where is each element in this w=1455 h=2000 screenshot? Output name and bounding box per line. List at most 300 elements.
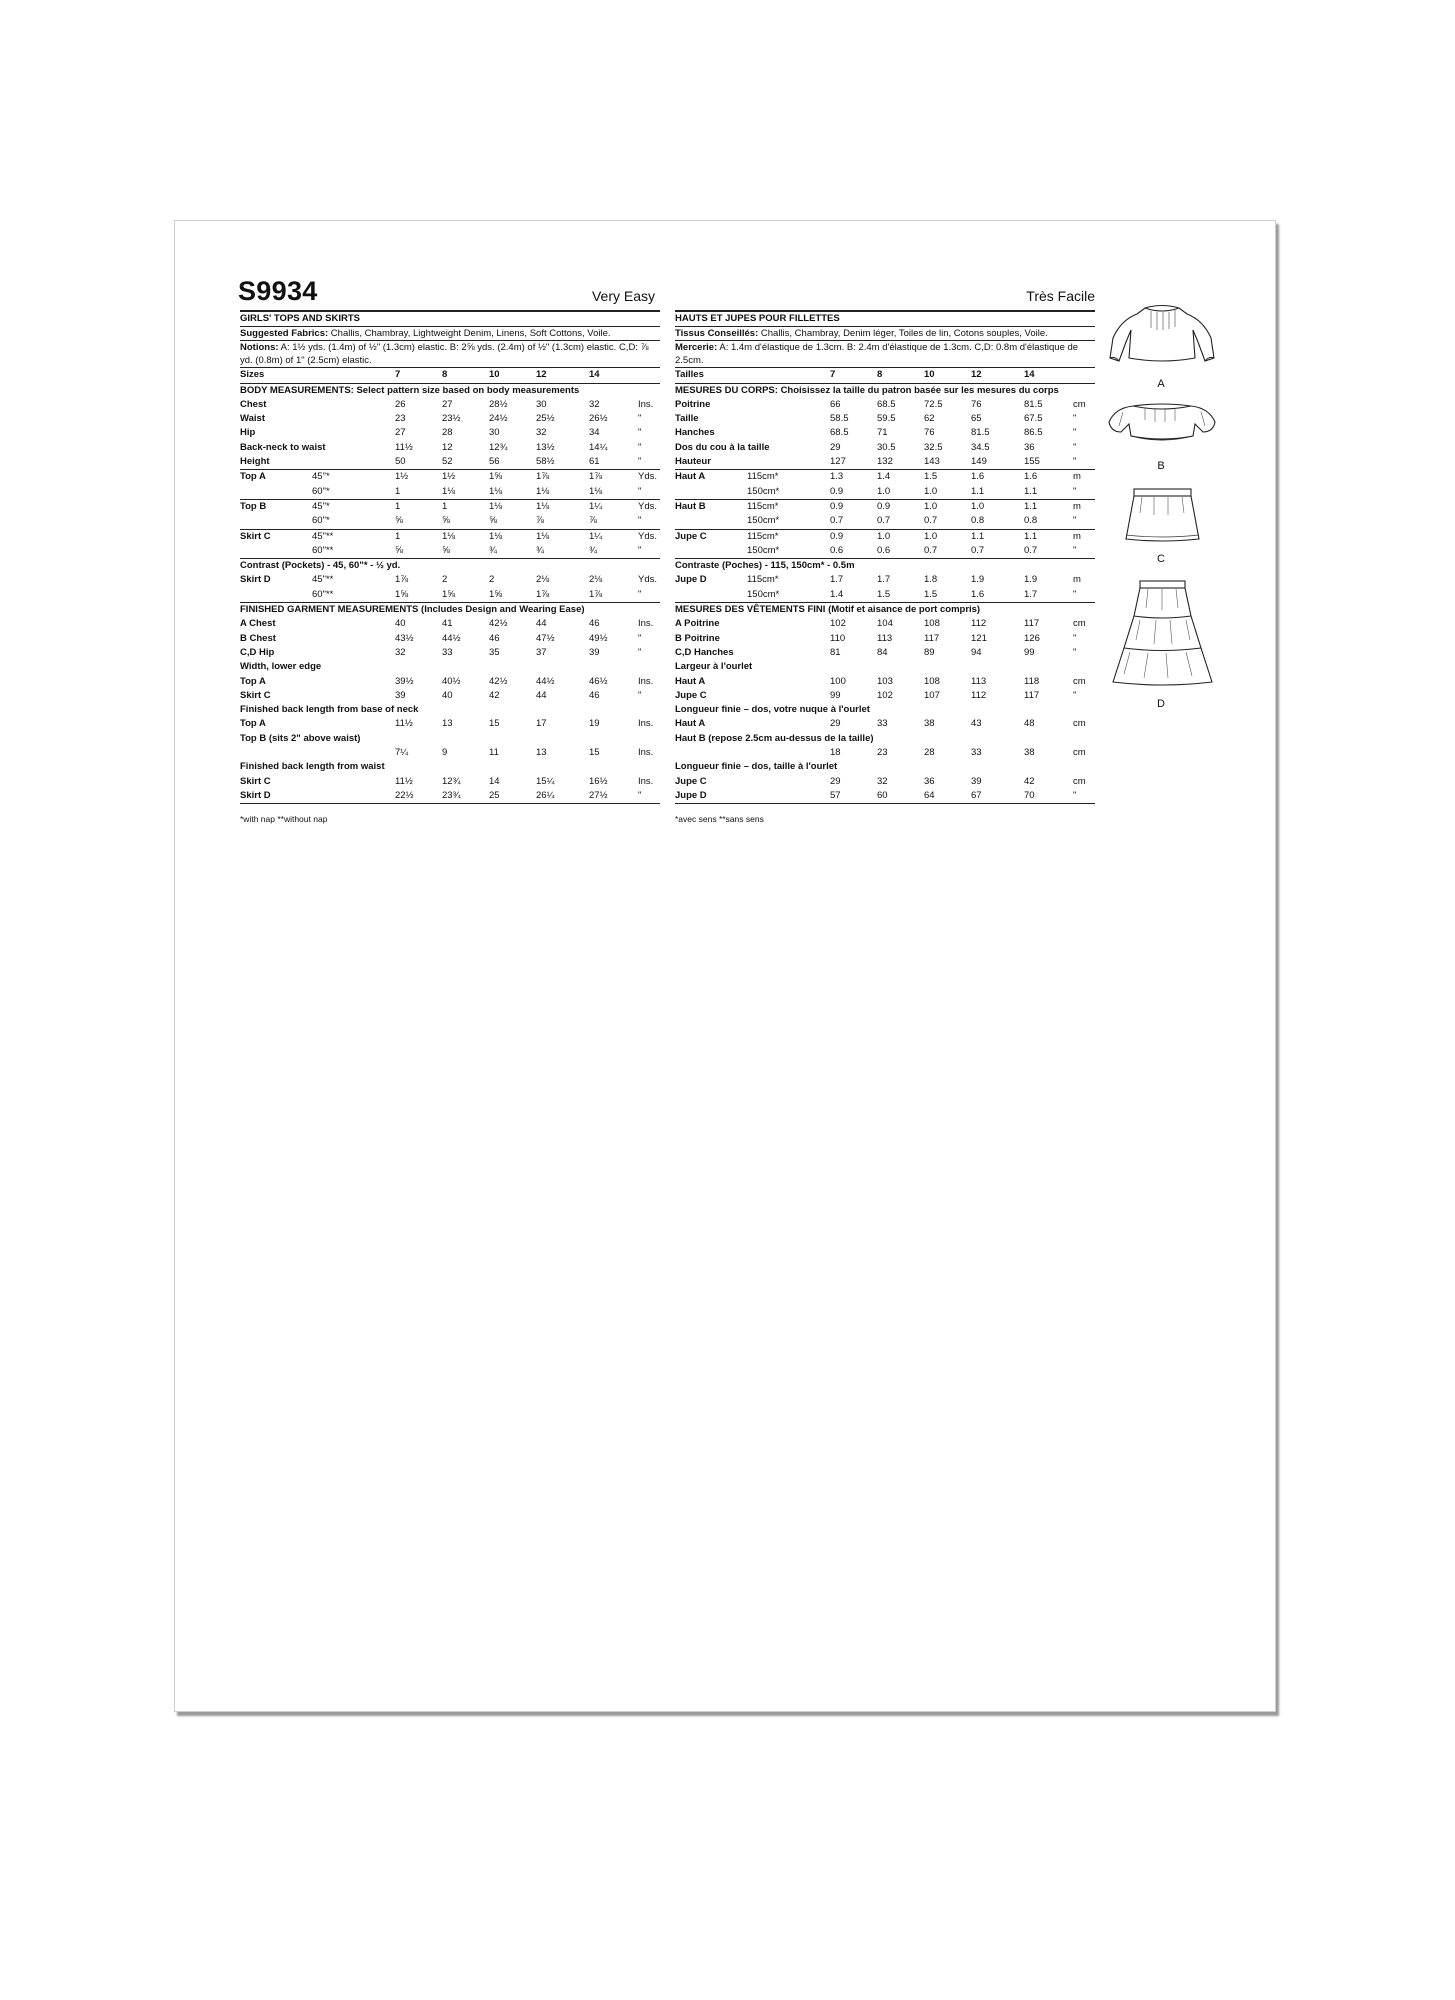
measurement-row [240,398,660,412]
unit-label: m [1073,500,1081,512]
size-value: 1⅛ [489,530,503,542]
unit-label: " [1073,413,1077,425]
row-label: A Poitrine [675,618,720,630]
size-value: 1⅞ [395,574,409,586]
size-value: 0.9 [830,485,844,497]
row-label: Jupe C [675,689,707,701]
size-value: 1.5 [924,588,938,600]
size-value: 1⅛ [442,485,456,497]
size-value: 2⅛ [536,574,550,586]
english-measurement-column [240,310,660,827]
unit-label: " [638,689,642,701]
size-value: 102 [830,618,846,630]
size-value: 58.5 [830,413,849,425]
size-value: 15¼ [536,775,555,787]
size-value: 1⅞ [536,471,550,483]
size-value: 18 [830,747,841,759]
size-value: 1.3 [830,471,844,483]
difficulty-level-fr: Très Facile [1026,288,1095,304]
size-value: 44 [536,618,547,630]
measurement-row [240,746,660,760]
size-value: 70 [1024,789,1035,801]
size-value: 1.0 [971,500,985,512]
size-value: 1⅛ [536,530,550,542]
view-label-a: A [1157,378,1165,390]
size-value: 25½ [536,413,555,425]
size-value: 23¾ [442,789,461,801]
size-value: 0.8 [1024,515,1038,527]
size-value: 107 [924,689,940,701]
size-value: 26 [395,398,406,410]
size-value: 46 [589,618,600,630]
size-value: 29 [830,441,841,453]
size-value: 13 [536,747,547,759]
unit-label: m [1073,574,1081,586]
size-value: 52 [442,456,453,468]
size-value: 38 [1024,747,1035,759]
measurement-row [675,646,1095,660]
measurement-row [675,617,1095,631]
size-number: 8 [442,369,448,381]
size-value: 1.0 [924,530,938,542]
row-label: Hanches [675,427,715,439]
contrast-pockets: Contrast (Pockets) - 45, 60"* - ½ yd. [240,560,401,572]
size-value: 0.8 [971,515,985,527]
size-value: 1.0 [877,485,891,497]
unit-label: " [1073,427,1077,439]
row-label: Dos du cou à la taille [675,441,770,453]
size-value: 1⅞ [589,588,603,600]
view-b-illustration [1105,400,1220,450]
size-value: 58½ [536,456,555,468]
size-value: 126 [1024,632,1040,644]
size-value: 1.1 [971,530,985,542]
measurement-row [240,789,660,803]
row-label: Hip [240,427,256,439]
size-value: 1.0 [877,530,891,542]
row-label: Haut B [675,500,706,512]
size-value: 108 [924,618,940,630]
unit-label: cm [1073,718,1086,730]
measurement-row [240,717,660,731]
measurement-row [675,514,1095,528]
size-value: 108 [924,675,940,687]
size-value: 0.7 [877,515,891,527]
row-label: Skirt C [240,530,271,542]
row-label: Waist [240,413,265,425]
unit-label: Ins. [638,675,654,687]
size-value: 27 [395,427,406,439]
size-value: 110 [830,632,846,644]
size-value: 12¾ [489,441,508,453]
size-value: 1½ [395,471,409,483]
size-value: 1.1 [971,485,985,497]
measurement-row [240,530,660,544]
size-value: 1¼ [589,530,603,542]
size-value: 1.5 [924,471,938,483]
rule [675,803,1095,804]
size-value: 11 [489,747,499,759]
size-value: 1.7 [1024,588,1038,600]
size-value: 23 [395,413,406,425]
size-value: 1.6 [971,588,985,600]
measurement-row [675,412,1095,426]
size-value: 29 [830,775,841,787]
measurement-row [240,544,660,558]
size-value: 14¼ [589,441,608,453]
measurement-row [675,426,1095,440]
size-value: 43½ [395,632,414,644]
measurement-row [675,689,1095,703]
size-value: 46½ [589,675,608,687]
size-value: 24½ [489,413,508,425]
size-value: 40½ [442,675,461,687]
size-value: 0.7 [1024,544,1038,556]
size-value: 26¼ [536,789,555,801]
size-value: 23½ [442,413,461,425]
size-value: ⅝ [442,544,450,556]
size-value: 72.5 [924,398,943,410]
unit-label: Ins. [638,747,654,759]
view-d-illustration [1110,578,1215,688]
size-value: 44½ [442,632,461,644]
size-value: 32 [536,427,547,439]
fabric-width: 115cm* [747,471,779,483]
measurement-row [240,617,660,631]
measurement-row [240,760,660,774]
size-value: 7¼ [395,747,409,759]
size-value: 19 [589,718,600,730]
pattern-code: S9934 [238,276,318,306]
measurement-row [240,412,660,426]
row-label: Finished back length from waist [240,761,385,773]
row-label: Haut B (repose 2.5cm au-dessus de la taille) [675,732,874,744]
size-value: 34.5 [971,441,990,453]
size-value: 37 [536,646,547,658]
size-value: 23 [877,747,888,759]
row-label: Haut A [675,718,706,730]
fabric-width: 60"* [312,515,330,527]
row-label: Largeur à l'ourlet [675,661,753,673]
size-value: 76 [924,427,935,439]
size-value: 29 [830,718,841,730]
size-value: 112 [971,689,987,701]
unit-label: " [638,646,642,658]
size-value: 0.7 [924,544,938,556]
view-label-d: D [1157,698,1165,710]
fabrics-text: Challis, Chambray, Lightweight Denim, Linens, Soft Cottons, Voile. [328,328,611,340]
unit-label: " [638,485,642,497]
fabric-width: 150cm* [747,515,780,527]
fabric-width: 60"** [312,544,334,556]
size-value: 94 [971,646,982,658]
size-value: 84 [877,646,888,658]
size-value: 65 [971,413,982,425]
size-value: 28 [924,747,935,759]
size-value: ⅝ [395,515,403,527]
fabric-width: 150cm* [747,544,780,556]
measurement-row [240,455,660,469]
size-value: 117 [1024,689,1040,701]
unit-label: " [1073,441,1077,453]
notions [240,341,660,367]
suggested-fabrics [675,327,1095,340]
size-value: 36 [924,775,935,787]
size-value: 155 [1024,456,1040,468]
row-label: Top B [240,500,267,512]
measurement-row [675,760,1095,774]
size-value: 86.5 [1024,427,1043,439]
unit-label: " [638,632,642,644]
size-value: 99 [830,689,841,701]
fabric-width: 150cm* [747,588,780,600]
measurement-row [675,703,1095,717]
row-label: Jupe C [675,775,707,787]
size-value: 132 [877,456,893,468]
body-measurements-heading: MESURES DU CORPS: Choisissez la taille du patron basée sur les mesures du corps [675,384,1059,396]
size-value: 143 [924,456,940,468]
contrast-pockets: Contraste (Poches) - 115, 150cm* - 0.5m [675,560,855,572]
size-value: 0.7 [971,544,985,556]
size-number: 10 [924,369,935,381]
measurement-row [240,573,660,587]
fabric-width: 45"** [312,574,334,586]
size-value: 44½ [536,675,555,687]
size-value: 33 [442,646,453,658]
size-value: 34 [589,427,600,439]
size-value: 67 [971,789,982,801]
unit-label: cm [1073,775,1086,787]
size-value: 1 [442,500,448,512]
size-value: 0.7 [924,515,938,527]
measurement-row [675,746,1095,760]
measurement-row [675,398,1095,412]
size-number: 10 [489,369,500,381]
size-value: 1⅝ [442,588,456,600]
size-value: 43 [971,718,982,730]
size-value: 1.7 [830,574,844,586]
unit-label: Yds. [638,530,658,542]
size-value: 62 [924,413,935,425]
view-c-illustration [1120,485,1205,545]
size-value: ⅝ [442,515,450,527]
view-label-b: B [1157,460,1165,472]
size-value: 2⅛ [589,574,603,586]
row-label: Haut A [675,471,706,483]
size-value: 42½ [489,675,508,687]
size-value: 28 [442,427,453,439]
size-value: 48 [1024,718,1035,730]
measurement-row [240,632,660,646]
size-value: ¾ [536,544,544,556]
size-value: 104 [877,618,893,630]
size-value: 112 [971,618,987,630]
unit-label: cm [1073,747,1086,759]
size-value: 22½ [395,789,414,801]
size-value: 14 [489,775,500,787]
row-label: Poitrine [675,398,711,410]
size-value: 0.9 [877,500,891,512]
row-label: Top A [240,471,266,483]
unit-label: " [1073,456,1077,468]
row-label: Skirt D [240,789,271,801]
unit-label: " [638,588,642,600]
measurement-row [240,485,660,499]
sizes-label: Tailles [675,369,704,381]
measurement-row [675,573,1095,587]
measurement-row [240,660,660,674]
size-value: ⅝ [395,544,403,556]
size-value: 30 [489,427,500,439]
size-value: 42½ [489,618,508,630]
view-a-illustration [1105,300,1220,370]
unit-label: " [1073,544,1077,556]
size-value: 0.6 [877,544,891,556]
size-value: 13 [442,718,453,730]
pattern-title: HAUTS ET JUPES POUR FILLETTES [675,313,840,324]
measurement-row [240,703,660,717]
size-value: 41 [442,618,453,630]
size-value: 67.5 [1024,413,1043,425]
size-value: 113 [877,632,893,644]
size-number: 12 [971,369,982,381]
unit-label: cm [1073,398,1086,410]
size-value: 46 [589,689,600,701]
measurement-row [675,544,1095,558]
size-value: 32 [877,775,888,787]
size-value: 15 [589,747,600,759]
size-value: 40 [395,618,406,630]
size-value: 11½ [395,441,413,453]
size-value: 47½ [536,632,555,644]
row-label: B Chest [240,632,276,644]
notions-text: A: 1½ yds. (1.4m) of ½" (1.3cm) elastic. B: 2⅝ yds. (2.4m) of ½" (1.3cm) elastic. C,D: ⅞ yd. (0.8m) of 1" (2.5cm) elastic. [240,342,649,367]
size-value: 30 [536,398,547,410]
unit-label: Ins. [638,775,654,787]
measurement-row [675,588,1095,602]
size-value: 32.5 [924,441,943,453]
row-label: Skirt D [240,574,271,586]
size-value: 1 [395,485,401,497]
size-value: 39 [971,775,982,787]
row-label: Top B (sits 2" above waist) [240,732,361,744]
measurement-row [240,588,660,602]
size-value: 27½ [589,789,608,801]
size-value: 17 [536,718,547,730]
size-number: 14 [589,369,600,381]
size-value: 121 [971,632,987,644]
unit-label: Yds. [638,500,658,512]
measurement-row [675,789,1095,803]
row-label: Hauteur [675,456,711,468]
size-value: 27 [442,398,453,410]
unit-label: Yds. [638,471,658,483]
size-value: 11½ [395,718,413,730]
row-label: Height [240,456,270,468]
size-value: ⅝ [489,515,497,527]
size-value: 1.9 [1024,574,1038,586]
pattern-title: GIRLS' TOPS AND SKIRTS [240,313,360,324]
size-value: 1.0 [924,485,938,497]
size-value: 11½ [395,775,413,787]
footnote: *avec sens **sans sens [675,814,764,825]
unit-label: Yds. [638,574,658,586]
measurement-row [240,441,660,455]
size-value: ¾ [489,544,497,556]
size-value: 1⅛ [442,530,456,542]
unit-label: cm [1073,618,1086,630]
measurement-row [240,775,660,789]
size-value: 68.5 [830,427,849,439]
row-label: Finished back length from base of neck [240,704,419,716]
size-value: ¾ [589,544,597,556]
row-label: Taille [675,413,699,425]
fabric-width: 115cm* [747,530,779,542]
size-value: 99 [1024,646,1035,658]
size-value: 0.6 [830,544,844,556]
unit-label: " [638,515,642,527]
size-value: 1.7 [877,574,891,586]
fabrics-label: Suggested Fabrics: [240,328,329,340]
size-value: 1.1 [1024,500,1038,512]
size-value: 71 [877,427,888,439]
size-value: 1.4 [877,471,891,483]
sizes-header [675,368,1095,382]
measurement-row [675,500,1095,514]
size-value: 33 [971,747,982,759]
size-number: 7 [830,369,836,381]
size-value: 1⅞ [536,588,550,600]
row-label: Skirt C [240,775,271,787]
difficulty-level-en: Very Easy [591,288,655,304]
unit-label: " [1073,646,1077,658]
size-value: 13½ [536,441,555,453]
unit-label: Ins. [638,618,654,630]
size-value: 32 [395,646,406,658]
size-value: 61 [589,456,600,468]
size-value: 42 [489,689,500,701]
measurement-row [675,632,1095,646]
size-value: 1 [395,530,401,542]
size-value: 127 [830,456,846,468]
measurement-row [240,689,660,703]
size-value: 1¼ [589,500,603,512]
sizes-label: Sizes [240,369,265,381]
row-label: Chest [240,398,267,410]
row-label: Back-neck to waist [240,441,326,453]
size-value: 50 [395,456,406,468]
measurement-row [240,470,660,484]
measurement-row [675,470,1095,484]
size-value: 49½ [589,632,608,644]
size-value: 113 [971,675,987,687]
fabrics-label: Tissus Conseillés: [675,328,759,340]
size-value: 39 [589,646,600,658]
fabric-width: 115cm* [747,574,779,586]
row-label: Jupe D [675,789,707,801]
size-value: 57 [830,789,841,801]
size-value: 32 [589,398,600,410]
size-value: 100 [830,675,846,687]
size-value: 1.1 [1024,485,1038,497]
fabric-width: 45"** [312,530,334,542]
size-value: 81.5 [971,427,990,439]
size-value: 149 [971,456,987,468]
unit-label: Ins. [638,398,654,410]
measurement-row [675,441,1095,455]
fabric-width: 45"* [312,471,330,483]
size-value: 25 [489,789,500,801]
